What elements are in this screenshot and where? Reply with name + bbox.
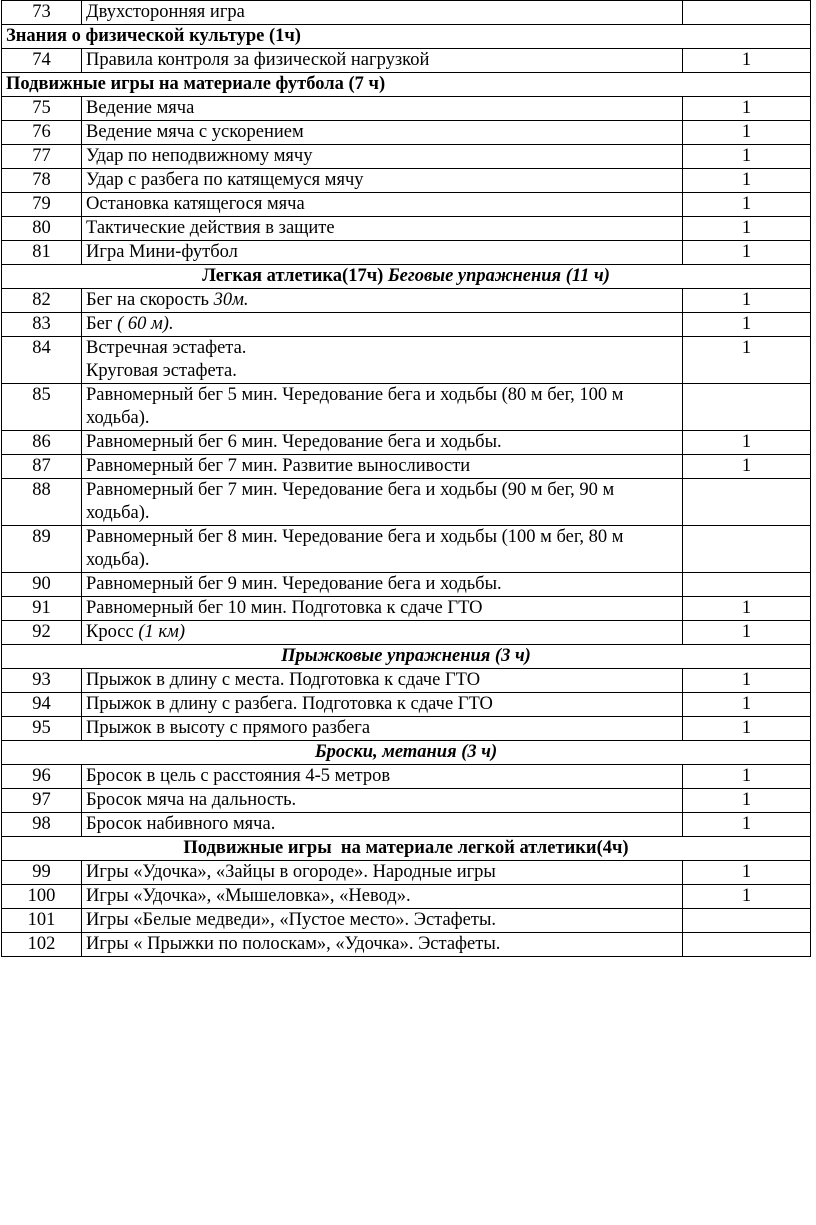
table-row [2, 597, 811, 621]
lesson-number: 94 [2, 693, 82, 717]
lesson-topic: Игры « Прыжки по полоскам», «Удочка». Эстафеты. [82, 933, 683, 957]
lesson-hours: 1 [683, 717, 811, 741]
lesson-topic: Ведение мяча с ускорением [82, 121, 683, 145]
lesson-hours: 1 [683, 97, 811, 121]
lesson-number: 99 [2, 861, 82, 885]
table-row [2, 526, 811, 573]
table-row [2, 669, 811, 693]
lesson-number: 74 [2, 49, 82, 73]
section-title: Подвижные игры на материале футбола (7 ч) [2, 73, 811, 97]
lesson-topic-line2: Круговая эстафета. [86, 361, 237, 381]
lesson-topic-cell [82, 313, 683, 337]
lesson-hours: 1 [683, 765, 811, 789]
lesson-hours: 1 [683, 455, 811, 479]
table-row [2, 573, 811, 597]
table-row [2, 693, 811, 717]
lesson-hours: 1 [683, 337, 811, 384]
lesson-topic-italic: (1 км) [138, 622, 186, 642]
lesson-topic: Равномерный бег 10 мин. Подготовка к сдаче ГТО [82, 597, 683, 621]
lesson-topic-cell [82, 289, 683, 313]
lesson-number: 101 [2, 909, 82, 933]
lesson-number: 90 [2, 573, 82, 597]
section-title: Подвижные игры на материале легкой атлетики(4ч) [2, 837, 811, 861]
table-row [2, 431, 811, 455]
table-row [2, 217, 811, 241]
lesson-topic: Бег на скорость [86, 290, 214, 310]
lesson-topic: Равномерный бег 6 мин. Чередование бега и ходьбы. [82, 431, 683, 455]
section-title: Знания о физической культуре (1ч) [2, 25, 811, 49]
lesson-number: 73 [2, 1, 82, 25]
lesson-hours: 1 [683, 813, 811, 837]
table-row [2, 909, 811, 933]
table-row [2, 169, 811, 193]
lesson-hours: 1 [683, 693, 811, 717]
lesson-topic-italic: 30м. [213, 290, 249, 310]
lesson-topic: Равномерный бег 7 мин. Чередование бега и ходьбы (90 м бег, 90 м ходьба). [82, 479, 683, 526]
lesson-topic: Игры «Белые медведи», «Пустое место». Эстафеты. [82, 909, 683, 933]
lesson-number: 86 [2, 431, 82, 455]
lesson-number: 81 [2, 241, 82, 265]
lesson-hours [683, 526, 811, 573]
table-row [2, 384, 811, 431]
lesson-number: 96 [2, 765, 82, 789]
table-row [2, 1, 811, 25]
lesson-hours: 1 [683, 313, 811, 337]
table-row [2, 765, 811, 789]
lesson-number: 75 [2, 97, 82, 121]
lesson-hours: 1 [683, 241, 811, 265]
lesson-number: 95 [2, 717, 82, 741]
table-row [2, 861, 811, 885]
section-heading [2, 265, 811, 289]
lesson-topic: Встречная эстафета. [86, 338, 247, 358]
lesson-topic: Бросок набивного мяча. [82, 813, 683, 837]
section-title: Легкая атлетика(17ч) [202, 266, 384, 286]
lesson-topic-cell [82, 337, 683, 384]
lesson-topic: Равномерный бег 7 мин. Развитие выносливости [82, 455, 683, 479]
lesson-topic: Кросс [86, 622, 139, 642]
lesson-plan-table [1, 0, 811, 957]
lesson-number: 79 [2, 193, 82, 217]
lesson-topic: Тактические действия в защите [82, 217, 683, 241]
lesson-topic: Прыжок в высоту с прямого разбега [82, 717, 683, 741]
lesson-hours: 1 [683, 861, 811, 885]
table-row [2, 337, 811, 384]
section-row [2, 837, 811, 861]
table-row [2, 813, 811, 837]
lesson-hours: 1 [683, 885, 811, 909]
lesson-number: 84 [2, 337, 82, 384]
section-heading [2, 645, 811, 669]
table-row [2, 313, 811, 337]
lesson-hours: 1 [683, 121, 811, 145]
lesson-number: 92 [2, 621, 82, 645]
lesson-hours: 1 [683, 431, 811, 455]
lesson-topic: Удар с разбега по катящемуся мячу [82, 169, 683, 193]
lesson-hours [683, 384, 811, 431]
lesson-topic: Игры «Удочка», «Мышеловка», «Невод». [82, 885, 683, 909]
lesson-topic: Прыжок в длину с разбега. Подготовка к сдаче ГТО [82, 693, 683, 717]
lesson-hours [683, 479, 811, 526]
section-row [2, 25, 811, 49]
table-row [2, 193, 811, 217]
lesson-hours [683, 909, 811, 933]
lesson-topic: Остановка катящегося мяча [82, 193, 683, 217]
lesson-number: 83 [2, 313, 82, 337]
section-row [2, 741, 811, 765]
table-row [2, 241, 811, 265]
lesson-hours: 1 [683, 669, 811, 693]
section-row [2, 73, 811, 97]
lesson-topic: Правила контроля за физической нагрузкой [82, 49, 683, 73]
table-row [2, 479, 811, 526]
lesson-hours: 1 [683, 169, 811, 193]
lesson-hours: 1 [683, 193, 811, 217]
lesson-number: 87 [2, 455, 82, 479]
lesson-hours: 1 [683, 49, 811, 73]
section-row [2, 265, 811, 289]
lesson-number: 77 [2, 145, 82, 169]
lesson-number: 76 [2, 121, 82, 145]
section-subtitle: Беговые упражнения (11 ч) [387, 266, 610, 286]
lesson-topic: Ведение мяча [82, 97, 683, 121]
lesson-number: 98 [2, 813, 82, 837]
lesson-topic: Игры «Удочка», «Зайцы в огороде». Народные игры [82, 861, 683, 885]
lesson-number: 78 [2, 169, 82, 193]
table-row [2, 789, 811, 813]
lesson-topic: Равномерный бег 8 мин. Чередование бега и ходьбы (100 м бег, 80 м ходьба). [82, 526, 683, 573]
table-row [2, 97, 811, 121]
table-row [2, 885, 811, 909]
lesson-number: 91 [2, 597, 82, 621]
lesson-number: 80 [2, 217, 82, 241]
lesson-topic: Бросок в цель с расстояния 4-5 метров [82, 765, 683, 789]
lesson-topic: Удар по неподвижному мячу [82, 145, 683, 169]
lesson-topic-cell [82, 621, 683, 645]
lesson-number: 89 [2, 526, 82, 573]
lesson-topic: Игра Мини-футбол [82, 241, 683, 265]
lesson-hours: 1 [683, 145, 811, 169]
lesson-topic: Бросок мяча на дальность. [82, 789, 683, 813]
lesson-hours: 1 [683, 217, 811, 241]
lesson-number: 102 [2, 933, 82, 957]
table-row [2, 145, 811, 169]
lesson-plan-body [2, 1, 811, 957]
lesson-hours: 1 [683, 289, 811, 313]
section-row [2, 645, 811, 669]
lesson-topic: Равномерный бег 5 мин. Чередование бега и ходьбы (80 м бег, 100 м ходьба). [82, 384, 683, 431]
lesson-number: 100 [2, 885, 82, 909]
lesson-hours [683, 1, 811, 25]
lesson-number: 97 [2, 789, 82, 813]
lesson-number: 88 [2, 479, 82, 526]
lesson-number: 82 [2, 289, 82, 313]
lesson-number: 85 [2, 384, 82, 431]
table-row [2, 49, 811, 73]
section-heading [2, 741, 811, 765]
lesson-hours: 1 [683, 789, 811, 813]
table-row [2, 717, 811, 741]
lesson-hours: 1 [683, 621, 811, 645]
lesson-hours [683, 573, 811, 597]
lesson-topic-italic: ( 60 м). [117, 314, 174, 334]
table-row [2, 455, 811, 479]
section-subtitle: Броски, метания (3 ч) [314, 742, 498, 762]
lesson-hours: 1 [683, 597, 811, 621]
lesson-topic: Прыжок в длину с места. Подготовка к сдаче ГТО [82, 669, 683, 693]
section-subtitle: Прыжковые упражнения (3 ч) [281, 646, 531, 666]
table-row [2, 933, 811, 957]
table-row [2, 621, 811, 645]
table-row [2, 289, 811, 313]
table-row [2, 121, 811, 145]
lesson-topic: Равномерный бег 9 мин. Чередование бега и ходьбы. [82, 573, 683, 597]
lesson-topic: Двухсторонняя игра [82, 1, 683, 25]
lesson-topic: Бег [86, 314, 118, 334]
lesson-number: 93 [2, 669, 82, 693]
lesson-hours [683, 933, 811, 957]
